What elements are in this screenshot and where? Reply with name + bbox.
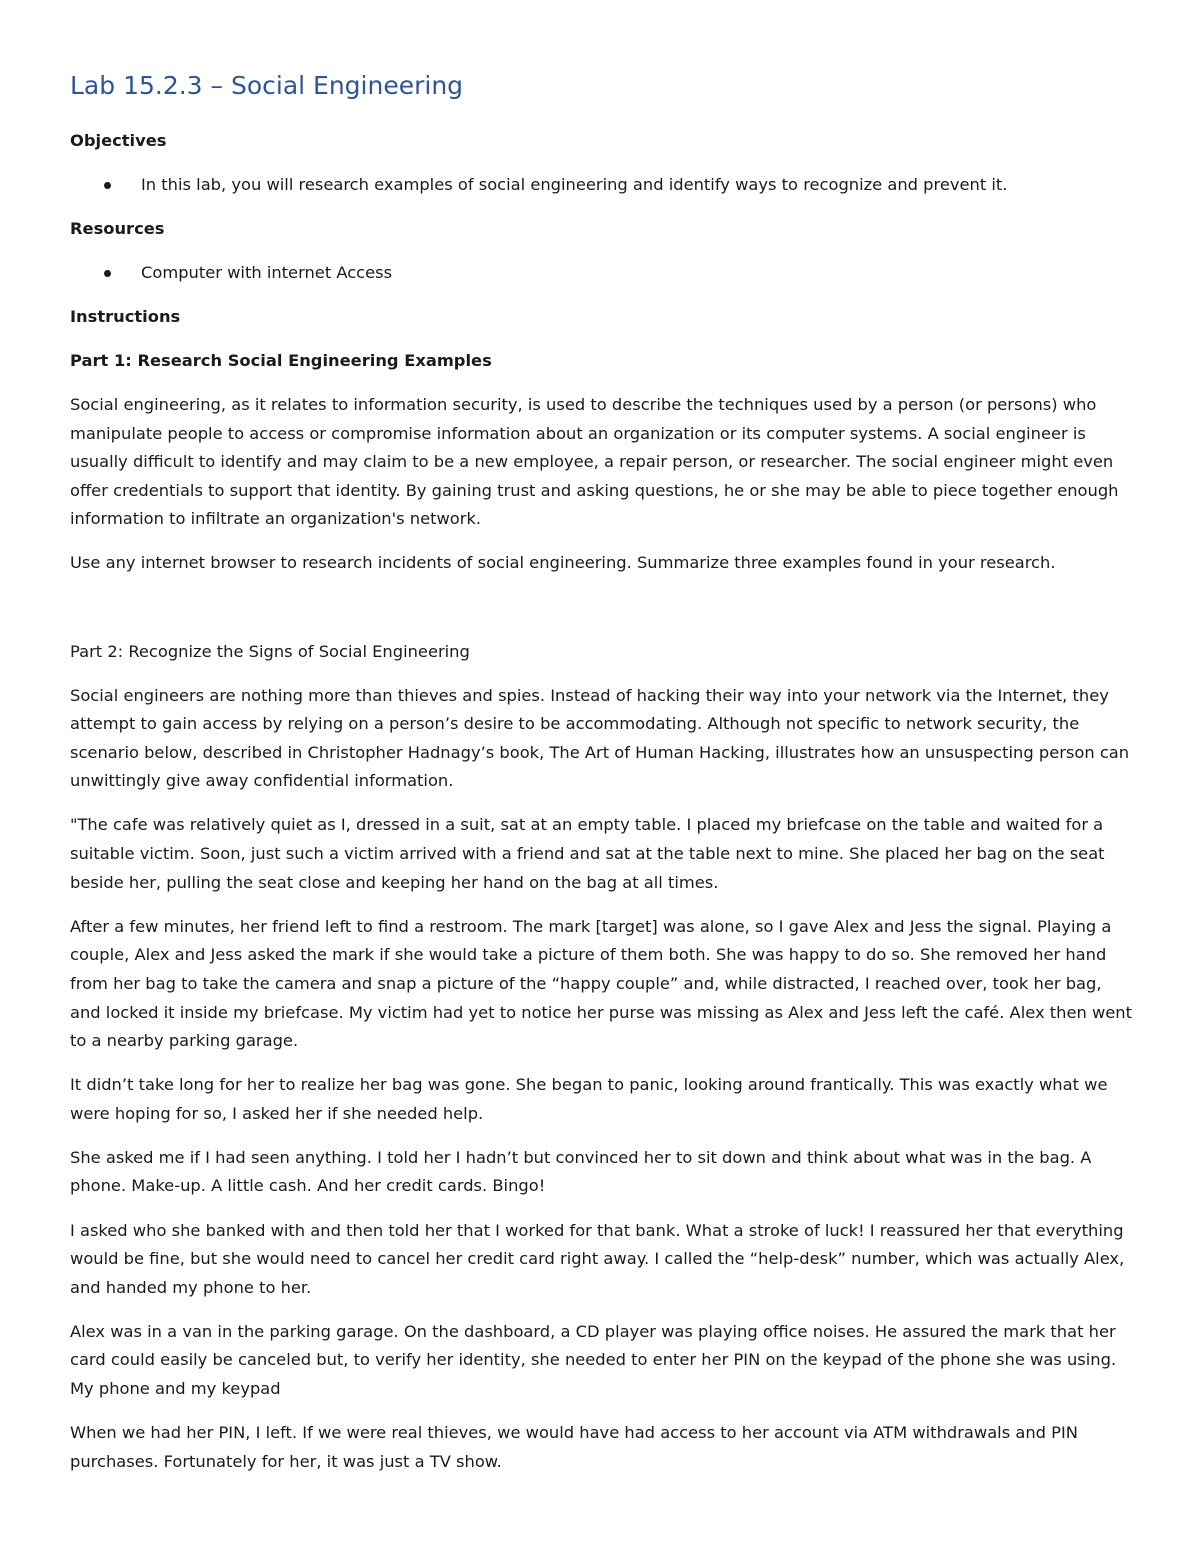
part2-paragraph: After a few minutes, her friend left to find a restroom. The mark [target] was alone, so I gave Alex and Jess the signal. Playing a couple, Alex and Jess asked the mark if she would take a picture of them both. She was happy to do so. She removed her hand from her bag to take the camera and snap a picture of the “happy couple” and, while distracted, I reached over, took her bag, and locked it inside my briefcase. My victim had yet to notice her purse was missing as Alex and Jess left the café. Alex then went to a nearby parking garage. bbox=[70, 916, 1133, 1051]
resource-text: Computer with internet Access bbox=[141, 263, 393, 282]
part2-paragraph: Alex was in a van in the parking garage. On the dashboard, a CD player was playing office noises. He assured the mark that her card could easily be canceled but, to verify her identity, she needed to enter her PIN on the keypad of the phone she was using. My phone and my keypad bbox=[70, 1321, 1117, 1399]
part1-paragraph: Social engineering, as it relates to information security, is used to describe the techniques used by a person (or persons) who manipulate people to access or compromise information about an organization or its computer systems. A social engineer is usually difficult to identify and may claim to be a new employee, a repair person, or researcher. The social engineer might even offer credentials to support that identity. By gaining trust and asking questions, he or she may be able to piece together enough information to infiltrate an organization's network. bbox=[70, 395, 1119, 529]
part2-paragraph: She asked me if I had seen anything. I told her I hadn’t but convinced her to sit down and think about what was in the bag. A phone. Make-up. A little cash. And her credit cards. Bingo! bbox=[70, 1147, 1092, 1196]
part2-paragraph: When we had her PIN, I left. If we were real thieves, we would have had access to her account via ATM withdrawals and PIN purchases. Fortunately for her, it was just a TV show. bbox=[70, 1423, 1078, 1471]
objectives-list bbox=[70, 171, 1132, 199]
page-title: Lab 15.2.3 – Social Engineering bbox=[70, 71, 464, 100]
bullet-icon bbox=[104, 270, 111, 277]
resources-heading: Resources bbox=[70, 219, 165, 238]
part2-paragraph: Social engineers are nothing more than thieves and spies. Instead of hacking their way into your network via the Internet, they attempt to gain access by relying on a person’s desire to be accommodating. Although not specific to network security, the scenario below, described in Christopher Hadnagy’s book, The Art of Human Hacking, illustrates how an unsuspecting person can unwittingly give away confidential information. bbox=[70, 685, 1130, 791]
part2-heading: Part 2: Recognize the Signs of Social Engineering bbox=[70, 641, 470, 661]
part2-paragraph: It didn’t take long for her to realize her bag was gone. She began to panic, looking around frantically. This was exactly what we were hoping for so, I asked her if she needed help. bbox=[70, 1075, 1108, 1123]
instructions-heading: Instructions bbox=[70, 307, 181, 326]
objective-text: In this lab, you will research examples of social engineering and identify ways to recognize and prevent it. bbox=[141, 175, 1008, 194]
part2-paragraph: "The cafe was relatively quiet as I, dressed in a suit, sat at an empty table. I placed my briefcase on the table and waited for a suitable victim. Soon, just such a victim arrived with a friend and sat at the table next to mine. She placed her bag on the seat beside her, pulling the seat close and keeping her hand on the bag at all times. bbox=[70, 815, 1105, 892]
list-item bbox=[70, 171, 1132, 199]
document-page bbox=[70, 66, 1132, 1492]
resources-list bbox=[70, 259, 1132, 287]
list-item bbox=[70, 259, 1132, 287]
part1-paragraph: Use any internet browser to research incidents of social engineering. Summarize three examples found in your research. bbox=[70, 553, 1056, 573]
part1-heading: Part 1: Research Social Engineering Examples bbox=[70, 351, 492, 370]
bullet-icon bbox=[104, 182, 111, 189]
objectives-heading: Objectives bbox=[70, 131, 167, 150]
spacer bbox=[70, 594, 1132, 638]
part2-paragraph: I asked who she banked with and then told her that I worked for that bank. What a stroke of luck! I reassured her that everything would be fine, but she would need to cancel her credit card right away. I called the “help-desk” number, which was actually Alex, and handed my phone to her. bbox=[70, 1220, 1125, 1297]
